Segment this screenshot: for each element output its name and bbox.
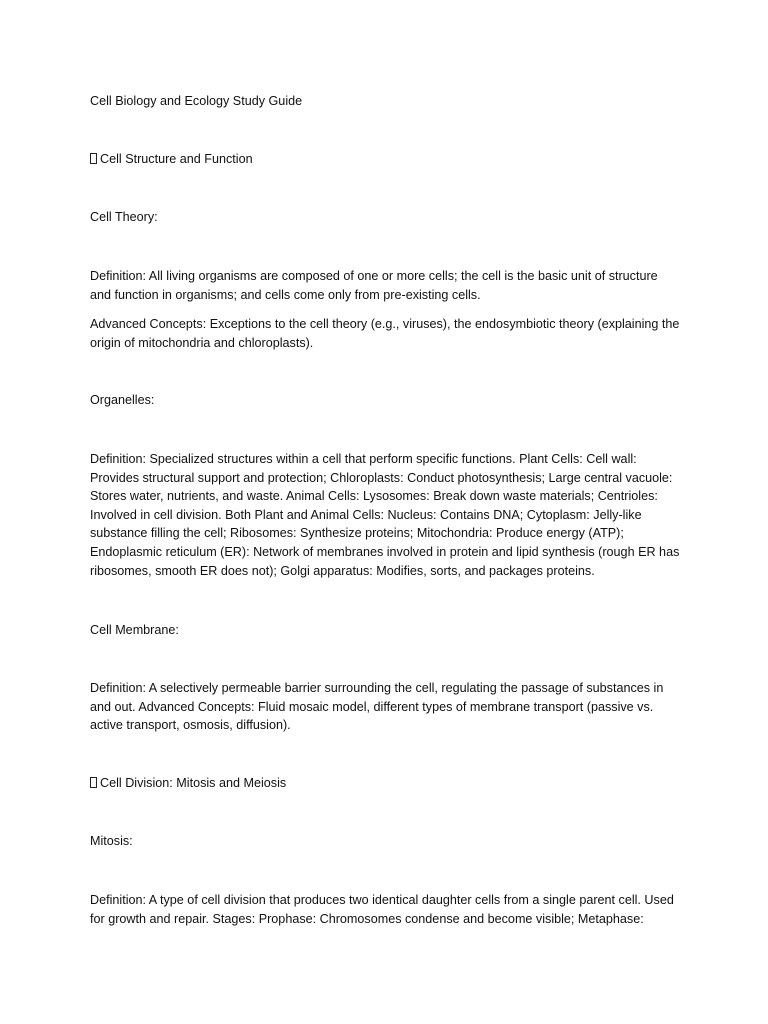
cell-theory-advanced: Advanced Concepts: Exceptions to the cell theory (e.g., viruses), the endosymbiotic theory (explaining the origin of mitochondria and chloroplasts). (90, 317, 680, 350)
section-heading-text: Cell Division: Mitosis and Meiosis (100, 776, 287, 790)
section-heading-text: Cell Structure and Function (100, 152, 253, 166)
missing-glyph-icon (90, 777, 97, 788)
organelles-definition: Definition: Specialized structures within a cell that perform specific functions. Plant Cells: Cell wall: Provides structural support and protection; Chloroplasts: Conduct photosynthesis; Large central vacuole: Stores water, nutrients, and waste. Animal Cells: Lysosomes: Break down waste materials; Centrioles: Involved in cell division. Both Plant and Animal Cells: Nucleus: Contains DNA; Cytoplasm: Jelly-like substance filling the cell; Ribosomes: Synthesize proteins; Mitochondria: Produce energy (ATP); Endoplasmic reticulum (ER): Network of membranes involved in protein and lipid synthesis (rough ER has ribosomes, smooth ER does not); Golgi apparatus: Modifies, sorts, and packages proteins. (90, 452, 680, 578)
mitosis-definition: Definition: A type of cell division that produces two identical daughter cells from a single parent cell. Used for growth and repair. Stages: Prophase: Chromosomes condense and become visible; Metaphase: (90, 893, 674, 926)
missing-glyph-icon (90, 153, 97, 164)
document-title: Cell Biology and Ecology Study Guide (90, 94, 303, 108)
cell-membrane-definition: Definition: A selectively permeable barrier surrounding the cell, regulating the passage of substances in and out. Advanced Concepts: Fluid mosaic model, different types of membrane transport (passive vs. active transport, osmosis, diffusion). (90, 681, 664, 733)
mitosis-heading: Mitosis: (90, 834, 133, 848)
section-heading-cell-structure (90, 150, 682, 169)
cell-membrane-heading: Cell Membrane: (90, 623, 179, 637)
section-heading-cell-division (90, 774, 682, 793)
organelles-heading: Organelles: (90, 393, 155, 407)
cell-theory-definition: Definition: All living organisms are composed of one or more cells; the cell is the basic unit of structure and function in organisms; and cells come only from pre-existing cells. (90, 269, 658, 302)
cell-theory-heading: Cell Theory: (90, 210, 158, 224)
